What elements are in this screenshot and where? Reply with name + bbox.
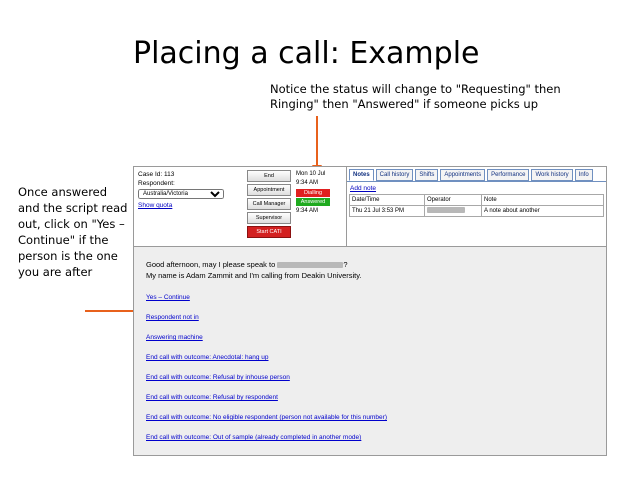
script-link-yes-continue[interactable]: Yes – Continue (146, 294, 190, 301)
script-text (146, 259, 596, 281)
script-line-1-suffix: ? (343, 260, 348, 269)
script-link-refusal-inhouse[interactable]: End call with outcome: Refusal by inhouse person (146, 374, 290, 381)
annotation-status-note: Notice the status will change to "Requesting" then Ringing" then "Answered" if someone picks up (270, 82, 561, 111)
script-link-out-of-sample[interactable]: End call with outcome: Out of sample (already completed in another mode) (146, 434, 362, 441)
redaction-bar (427, 207, 465, 213)
status-badge-dialling: Dialling (296, 189, 330, 197)
script-link-answering-machine[interactable]: Answering machine (146, 334, 203, 341)
supervisor-button[interactable]: Supervisor (247, 212, 291, 224)
cell-note: A note about another (482, 206, 604, 217)
add-note-link[interactable]: Add note (350, 185, 377, 192)
column-datetime: Date/Time (350, 195, 425, 206)
notes-tab-content (347, 181, 606, 241)
script-line-2: My name is Adam Zammit and I'm calling from Deakin University. (146, 271, 362, 280)
status-badge-answered: Answered (296, 198, 330, 206)
script-line-1: Good afternoon, may I please speak to (146, 260, 276, 269)
table-row[interactable] (350, 206, 604, 217)
arrow-right-icon (85, 310, 133, 312)
appointment-button[interactable]: Appointment (247, 184, 291, 196)
call-manager-button[interactable]: Call Manager (247, 198, 291, 210)
script-panel (134, 247, 606, 455)
script-link-respondent-not-in[interactable]: Respondent not in (146, 314, 199, 321)
page-title: Placing a call: Example (133, 36, 480, 71)
show-quota-link[interactable]: Show quota (138, 202, 173, 209)
call-status-panel (296, 170, 344, 216)
tab-appointments[interactable]: Appointments (440, 169, 485, 181)
tab-shifts[interactable]: Shifts (415, 169, 438, 181)
tabs-panel (346, 167, 606, 246)
application-screenshot (133, 166, 607, 456)
script-link-anecdotal-hangup[interactable]: End call with outcome: Anecdotal: hang up (146, 354, 269, 361)
notes-table (349, 194, 604, 217)
status-time-answered: 9:34 AM (296, 208, 319, 214)
status-date: Mon 10 Jul (296, 171, 326, 177)
start-cati-button[interactable]: Start CATI (247, 226, 291, 238)
region-select[interactable] (138, 189, 224, 199)
column-note: Note (482, 195, 604, 206)
redaction-bar-name (277, 262, 343, 268)
respondent-label: Respondent: (138, 180, 175, 187)
tab-performance[interactable]: Performance (487, 169, 529, 181)
case-id-label: Case Id: 113 (138, 171, 175, 178)
tab-info[interactable]: Info (575, 169, 593, 181)
tab-bar (347, 167, 606, 181)
tab-notes[interactable]: Notes (349, 169, 374, 181)
script-link-no-eligible-respondent[interactable]: End call with outcome: No eligible respondent (person not available for this number) (146, 414, 387, 421)
status-time-start: 9:34 AM (296, 180, 319, 186)
end-button[interactable]: End (247, 170, 291, 182)
column-operator: Operator (425, 195, 482, 206)
annotation-yes-continue-note: Once answered and the script read out, click on "Yes – Continue" if the person is the one you are after (18, 185, 128, 279)
script-link-refusal-respondent[interactable]: End call with outcome: Refusal by respondent (146, 394, 278, 401)
table-header-row (350, 195, 604, 206)
arrow-down-icon (316, 116, 318, 166)
tab-call-history[interactable]: Call history (376, 169, 414, 181)
cell-datetime: Thu 21 Jul 3:53 PM (350, 206, 425, 217)
cti-toolbar (134, 167, 606, 247)
tab-work-history[interactable]: Work history (531, 169, 572, 181)
cell-operator (425, 206, 482, 217)
cti-button-group (247, 170, 295, 240)
case-info-panel (138, 170, 243, 210)
